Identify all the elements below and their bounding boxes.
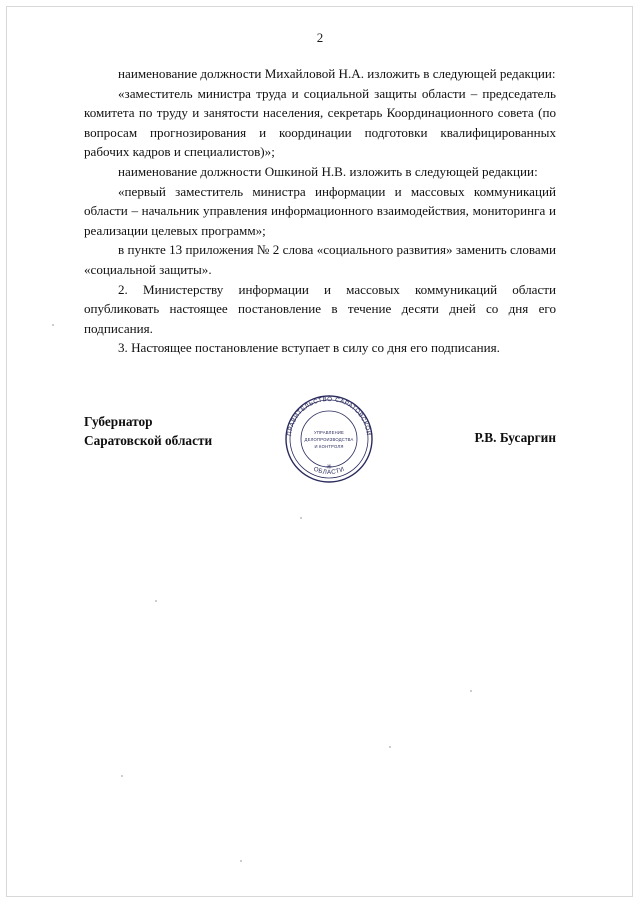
scan-speckle <box>470 690 472 692</box>
paragraph: наименование должности Михайловой Н.А. изложить в следующей редакции: <box>118 66 556 81</box>
signature-title-line-2: Саратовской области <box>84 433 213 448</box>
official-stamp <box>277 387 381 491</box>
signatory-name: Р.В. Бусаргин <box>474 430 556 445</box>
stamp-star-icon: ✳ <box>326 464 332 471</box>
signature-title <box>84 412 212 450</box>
stamp-center-line-3: И КОНТРОЛЯ <box>314 444 344 449</box>
paragraph: 2. Министерству информации и массовых коммуникаций области опубликовать настоящее постановление в течение десяти дней со дня его подписания. <box>84 281 556 336</box>
scan-speckle <box>389 746 391 748</box>
scan-speckle <box>52 324 54 326</box>
document-body <box>84 64 556 358</box>
stamp-outer-text-top: ПРАВИТЕЛЬСТВО САРАТОВСКОЙ <box>286 395 372 437</box>
paragraph: «первый заместитель министра информации и массовых коммуникаций области – начальник управления информационного взаимодействия, мониторинга и реализации целевых программ»; <box>84 183 556 238</box>
paragraph: «заместитель министра труда и социальной защиты области – председатель комитета по труду и занятости населения, секретарь Координационного совета (по вопросам прогнозирования и координации подготовки квалифицированных рабочих кадров и специалистов)»; <box>84 85 556 160</box>
stamp-center-line-1: УПРАВЛЕНИЕ <box>313 430 345 435</box>
paragraph: 3. Настоящее постановление вступает в силу со дня его подписания. <box>118 340 500 356</box>
page-number: 2 <box>316 30 324 45</box>
signature-title-line-1: Губернатор <box>84 414 153 429</box>
paragraph: в пункте 13 приложения № 2 слова «социального развития» заменить словами «социальной защиты». <box>84 242 556 277</box>
scan-speckle <box>300 517 302 519</box>
paragraph: наименование должности Ошкиной Н.В. изложить в следующей редакции: <box>118 163 538 179</box>
scan-speckle <box>240 860 242 862</box>
stamp-center-line-2: ДЕЛОПРОИЗВОДСТВА <box>304 437 354 442</box>
scan-speckle <box>121 775 123 777</box>
scan-speckle <box>155 600 157 602</box>
stamp-outer-text-bottom: ОБЛАСТИ <box>312 465 346 477</box>
